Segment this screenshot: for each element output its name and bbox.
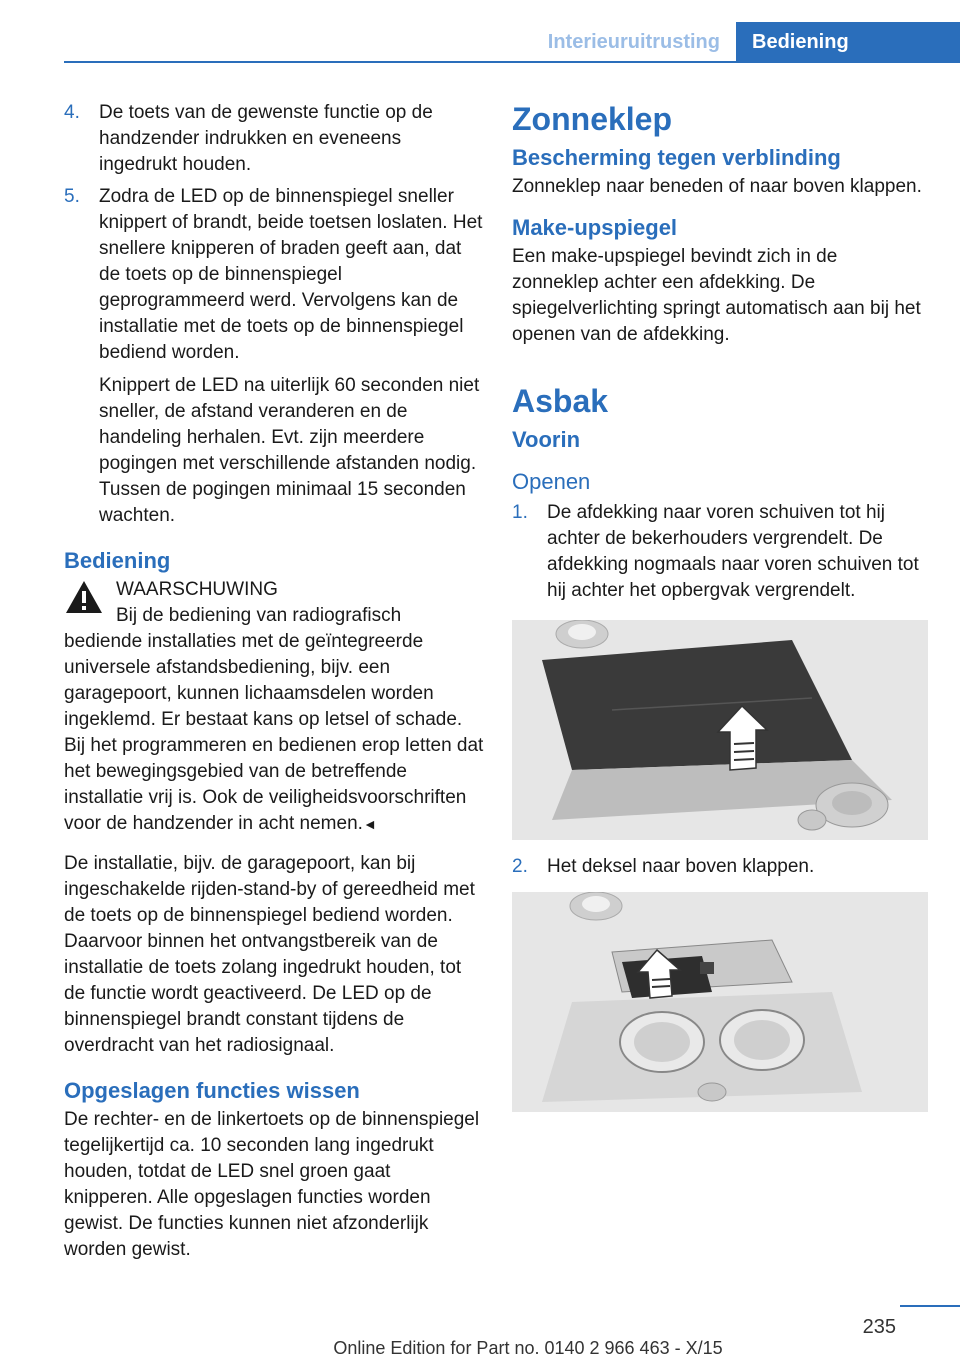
warning-title: WAARSCHUWING — [116, 579, 278, 600]
list-item — [64, 184, 484, 529]
end-mark: ◄ — [362, 816, 377, 832]
ashtray-open-image — [512, 892, 928, 1112]
verblinding-text: Zonneklep naar beneden of naar boven klappen. — [512, 176, 922, 197]
list-item — [64, 100, 484, 178]
wissen-text: De rechter- en de linkertoets op de binnenspiegel tegelijkertijd ca. 10 seconden lang ingedrukt houden, totdat de LED snel groen gaat knipperen. Alle opgeslagen functies worden gewist. De functies kunnen niet afzonderlijk worden gewist. — [64, 1109, 480, 1260]
step-number: 2. — [512, 856, 528, 877]
step-text: Zodra de LED op de binnenspiegel sneller knippert of brandt, beide toetsen loslaten. Het snellere knipperen of braden geeft aan, dat de toets op de binnenspiegel geprogrammeerd werd. Vervolgens kan de installatie met de toets op de binnenspiegel bediend worden. — [99, 186, 483, 363]
openen-heading: Openen — [512, 469, 591, 494]
step-number: 1. — [512, 502, 528, 523]
step-number: 5. — [64, 186, 80, 207]
warning-triangle-icon — [64, 579, 104, 615]
console-closed-illustration — [512, 620, 928, 840]
section-tab[interactable]: Interieuruitrusting — [547, 31, 720, 53]
warning-body: Bij de bediening van radiografisch bediende installaties met de geïntegreerde universele afstandsbediening, bijv. een garagepoort, kunnen lichaamsdelen worden ingeklemd. Er bestaat kans op letsel of schade. Bij het programmeren en bedienen erop letten dat het bewegingsgebied van de betreffende installatie vrij is. Ook de veiligheidsvoorschriften voor de handzender in acht nemen. — [64, 605, 484, 834]
makeup-text: Een make-upspiegel bevindt zich in de zonneklep achter een afdekking. De spiegelverlichting springt automatisch aan bij het openen van de afdekking. — [512, 246, 921, 345]
step-text: De afdekking naar voren schuiven tot hij achter de bekerhouders vergrendelt. De afdekking nogmaals naar voren schuiven tot hij achter het opbergvak vergrendelt. — [547, 502, 919, 601]
warning-text — [64, 603, 484, 837]
asbak-title: Asbak — [512, 383, 609, 419]
header-rule — [64, 61, 960, 63]
makeup-heading: Make-upspiegel — [512, 215, 678, 240]
right-column — [512, 100, 928, 1126]
step-text: Het deksel naar boven klappen. — [547, 856, 815, 877]
chapter-tab-active[interactable]: Bediening — [736, 22, 960, 62]
step-text: De toets van de gewenste functie op de handzender indrukken en eveneens ingedrukt houden. — [99, 102, 433, 175]
zonneklep-title: Zonneklep — [512, 101, 673, 137]
asbak-steps — [512, 500, 928, 604]
asbak-steps-2 — [512, 854, 928, 880]
verblinding-heading: Bescherming tegen verblinding — [512, 145, 841, 170]
steps-list — [64, 100, 484, 529]
warning-block — [64, 577, 484, 837]
page-number: 235 — [862, 1316, 896, 1338]
left-column — [64, 100, 484, 1263]
list-item — [512, 500, 928, 604]
bediening-heading: Bediening — [64, 548, 171, 573]
step-text: Knippert de LED na uiterlijk 60 seconden niet sneller, de afstand veranderen en de handeling herhalen. Evt. zijn meerdere pogingen met verschillende afstanden nodig. Tussen de pogingen minimaal 15 seconden wachten. — [99, 375, 480, 526]
wissen-heading: Opgeslagen functies wissen — [64, 1078, 360, 1103]
ashtray-cover-image — [512, 620, 928, 840]
voorin-heading: Voorin — [512, 427, 581, 452]
list-item — [512, 854, 928, 880]
footer-rule — [900, 1305, 960, 1307]
bediening-text: De installatie, bijv. de garagepoort, kan bij ingeschakelde rijden-stand-by of gereedheid met de toets op de binnenspiegel bediend worden. Daarvoor binnen het ontvangstbereik van de installatie de toets zolang ingedrukt houden, tot de functie wordt geactiveerd. De LED op de binnenspiegel brandt constant tijdens de overdracht van het radiosignaal. — [64, 853, 475, 1056]
step-number: 4. — [64, 102, 80, 123]
page-header — [0, 0, 960, 64]
console-open-illustration — [512, 892, 928, 1112]
edition-footer: Online Edition for Part no. 0140 2 966 463 - X/15 — [333, 1338, 723, 1358]
